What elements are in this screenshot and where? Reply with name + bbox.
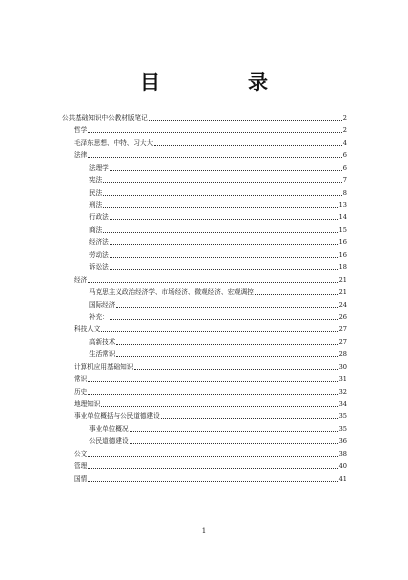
dot-leader [103, 207, 337, 208]
toc-entry-page: 41 [338, 474, 347, 483]
toc-entry-page: 4 [342, 138, 347, 147]
dot-leader [88, 394, 337, 395]
dot-leader [101, 331, 337, 332]
dot-leader [110, 219, 338, 220]
toc-entry-label: 法律 [74, 151, 88, 160]
dot-leader [88, 468, 337, 469]
dot-leader [116, 356, 337, 357]
toc-entry-page: 6 [342, 163, 347, 172]
toc-entry-page: 32 [338, 387, 347, 396]
toc-entry-page: 24 [338, 300, 347, 309]
toc-entry-label: 公共基础知识中公教材版笔记 [62, 113, 148, 122]
toc-entry-label: 生活常识 [89, 350, 116, 359]
toc-entry-page: 26 [338, 312, 347, 321]
dot-leader [110, 257, 338, 258]
toc-entry-page: 8 [342, 188, 347, 197]
toc-entry-page: 38 [338, 449, 347, 458]
toc-entry[interactable] [62, 435, 347, 447]
toc-entry-page: 27 [338, 325, 347, 334]
dot-leader [110, 244, 338, 245]
table-of-contents [62, 112, 347, 485]
toc-entry-page: 14 [338, 213, 347, 222]
toc-entry[interactable] [62, 224, 347, 236]
toc-entry[interactable] [62, 398, 347, 410]
dot-leader [161, 418, 338, 419]
toc-entry[interactable] [62, 261, 347, 273]
toc-entry-page: 16 [338, 250, 347, 259]
toc-entry[interactable] [62, 124, 347, 136]
toc-entry[interactable] [62, 236, 347, 248]
toc-entry-label: 历史 [74, 387, 88, 396]
toc-entry[interactable] [62, 286, 347, 298]
toc-entry-page: 15 [338, 225, 347, 234]
toc-entry-label: 常识 [74, 375, 88, 384]
dot-leader [116, 307, 337, 308]
dot-leader [88, 282, 337, 283]
toc-entry-label: 国情 [74, 474, 88, 483]
toc-entry[interactable] [62, 162, 347, 174]
dot-leader [103, 182, 342, 183]
toc-entry-label: 刑法 [89, 201, 103, 210]
dot-leader [130, 443, 338, 444]
toc-entry-label: 行政法 [89, 213, 109, 222]
toc-entry-page: 31 [338, 375, 347, 384]
toc-entry[interactable] [62, 348, 347, 360]
dot-leader [110, 269, 338, 270]
toc-entry[interactable] [62, 174, 347, 186]
toc-entry-page: 36 [338, 437, 347, 446]
toc-entry-page: 2 [342, 126, 347, 135]
toc-entry[interactable] [62, 460, 347, 472]
toc-entry-page: 18 [338, 263, 347, 272]
toc-entry[interactable] [62, 187, 347, 199]
toc-entry-label: 商法 [89, 225, 103, 234]
toc-entry[interactable] [62, 361, 347, 373]
toc-entry[interactable] [62, 373, 347, 385]
dot-leader [134, 369, 337, 370]
toc-entry-page: 13 [338, 201, 347, 210]
toc-entry-label: 诉讼法 [89, 263, 109, 272]
dot-leader [103, 195, 342, 196]
toc-entry-label: 民法 [89, 188, 103, 197]
toc-entry-page: 35 [338, 424, 347, 433]
toc-entry-label: 高新技术 [89, 337, 116, 346]
toc-entry-page: 6 [342, 151, 347, 160]
dot-leader [88, 132, 342, 133]
toc-entry-label: 马克思主义政治经济学、市场经济、微观经济、宏观调控 [89, 288, 254, 297]
toc-entry-page: 40 [338, 462, 347, 471]
dot-leader [101, 406, 337, 407]
toc-entry[interactable] [62, 199, 347, 211]
dot-leader [110, 170, 342, 171]
toc-entry-label: 国际经济 [89, 300, 116, 309]
toc-entry-label: 公文 [74, 449, 88, 458]
toc-entry-label: 毛泽东思想、中特、习大大 [74, 138, 154, 147]
toc-entry-page: 16 [338, 238, 347, 247]
toc-entry-page: 2 [342, 113, 347, 122]
toc-entry[interactable] [62, 473, 347, 485]
dot-leader [116, 344, 337, 345]
toc-entry-label: 经济法 [89, 238, 109, 247]
toc-entry[interactable] [62, 299, 347, 311]
toc-entry[interactable] [62, 386, 347, 398]
dot-leader [130, 431, 338, 432]
toc-entry[interactable] [62, 249, 347, 261]
toc-entry[interactable] [62, 112, 347, 124]
toc-entry-label: 地理知识 [74, 400, 101, 409]
page-number: 1 [201, 527, 207, 535]
dot-leader [88, 381, 337, 382]
dot-leader [154, 145, 342, 146]
toc-entry-page: 35 [338, 412, 347, 421]
toc-entry-label: 宪法 [89, 176, 103, 185]
page-title: 目 录 [140, 70, 302, 94]
toc-entry[interactable] [62, 274, 347, 286]
toc-entry-label: 劳动法 [89, 250, 109, 259]
dot-leader [149, 120, 342, 121]
toc-entry[interactable] [62, 411, 347, 423]
toc-entry-label: 计算机应用基础知识 [74, 362, 134, 371]
toc-entry-label: 事业单位概括与公民道德建设 [74, 412, 160, 421]
toc-entry-page: 27 [338, 337, 347, 346]
toc-entry-label: 经济 [74, 275, 88, 284]
toc-entry-label: 科技人文 [74, 325, 101, 334]
toc-entry-page: 7 [342, 176, 347, 185]
toc-entry[interactable] [62, 137, 347, 149]
dot-leader [88, 456, 337, 457]
toc-entry-page: 34 [338, 400, 347, 409]
dot-leader [88, 481, 337, 482]
dot-leader [255, 294, 338, 295]
toc-entry[interactable] [62, 448, 347, 460]
toc-entry-label: 公民道德建设 [89, 437, 129, 446]
toc-entry-label: 法理学 [89, 163, 109, 172]
dot-leader [88, 157, 342, 158]
toc-entry-label: 哲学 [74, 126, 88, 135]
dot-leader [110, 319, 338, 320]
toc-entry[interactable] [62, 323, 347, 335]
toc-entry-label: 补充： [89, 312, 109, 321]
toc-entry[interactable] [62, 423, 347, 435]
toc-entry-page: 28 [338, 350, 347, 359]
toc-entry-label: 管理 [74, 462, 88, 471]
toc-entry[interactable] [62, 311, 347, 323]
toc-entry[interactable] [62, 336, 347, 348]
toc-entry[interactable] [62, 149, 347, 161]
toc-entry-page: 30 [338, 362, 347, 371]
toc-entry-page: 21 [338, 288, 347, 297]
toc-entry-label: 事业单位概况 [89, 424, 129, 433]
toc-entry[interactable] [62, 212, 347, 224]
toc-entry-page: 21 [338, 275, 347, 284]
dot-leader [103, 232, 337, 233]
